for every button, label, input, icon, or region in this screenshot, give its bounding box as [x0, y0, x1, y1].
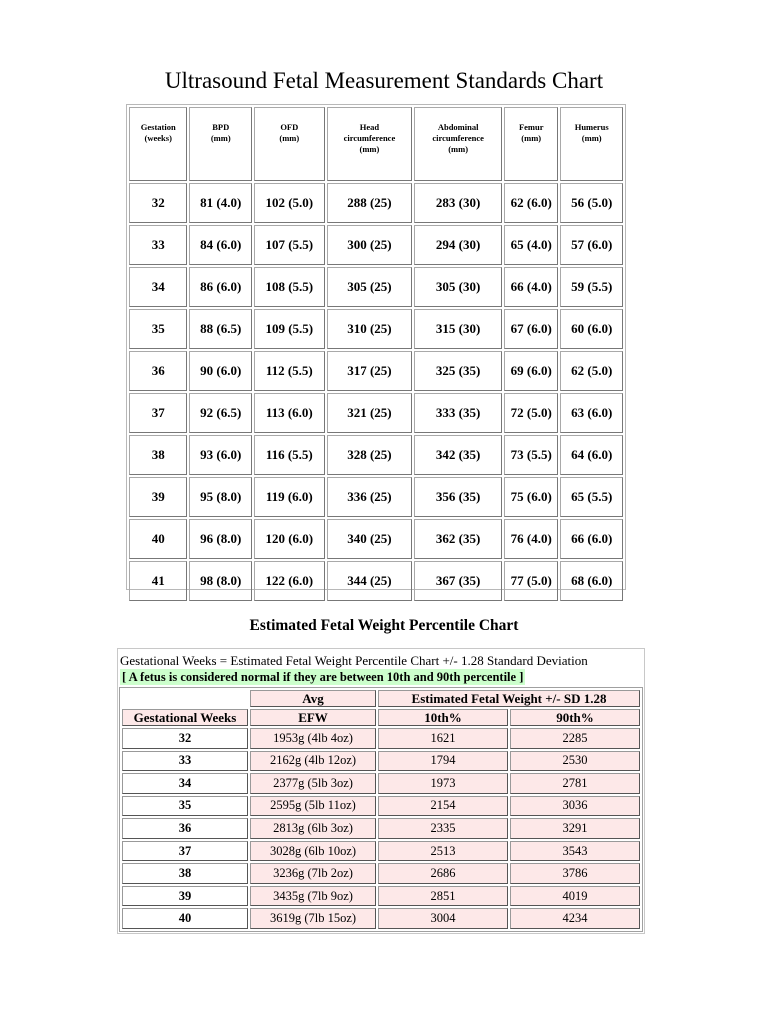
measurement-cell: 95 (8.0)	[189, 477, 252, 517]
column-header	[327, 107, 413, 181]
measurement-cell: 72 (5.0)	[504, 393, 558, 433]
measurement-cell: 66 (6.0)	[560, 519, 623, 559]
section-title: Estimated Fetal Weight Percentile Chart	[249, 617, 519, 634]
table-row	[129, 561, 623, 601]
efw-header: EFW	[250, 709, 376, 726]
measurement-cell: 328 (25)	[327, 435, 413, 475]
measurement-cell: 294 (30)	[414, 225, 502, 265]
gestation-week-cell: 41	[129, 561, 187, 601]
measurement-cell: 62 (5.0)	[560, 351, 623, 391]
measurement-cell: 88 (6.5)	[189, 309, 252, 349]
standard-deviation-note: Gestational Weeks = Estimated Fetal Weight Percentile Chart +/- 1.28 Standard Deviation	[120, 653, 588, 668]
efw-sd-header: Estimated Fetal Weight +/- SD 1.28	[378, 690, 640, 707]
measurement-cell: 73 (5.5)	[504, 435, 558, 475]
measurement-cell: 305 (25)	[327, 267, 413, 307]
measurement-cell: 81 (4.0)	[189, 183, 252, 223]
p90-cell: 3786	[510, 863, 640, 884]
column-header-line: Gestation	[140, 122, 176, 132]
measurement-cell: 342 (35)	[414, 435, 502, 475]
measurement-cell: 340 (25)	[327, 519, 413, 559]
measurement-cell: 93 (6.0)	[189, 435, 252, 475]
efw-cell: 3619g (7lb 15oz)	[250, 908, 376, 929]
page-title: Ultrasound Fetal Measurement Standards Chart	[164, 68, 604, 93]
efw-cell: 1953g (4lb 4oz)	[250, 728, 376, 749]
column-header	[560, 107, 623, 181]
column-header-line: Abdominal	[437, 122, 479, 132]
efw-cell: 2377g (5lb 3oz)	[250, 773, 376, 794]
measurement-cell: 108 (5.5)	[254, 267, 325, 307]
measurement-cell: 60 (6.0)	[560, 309, 623, 349]
table-row	[129, 267, 623, 307]
column-header	[254, 107, 325, 181]
measurement-cell: 305 (30)	[414, 267, 502, 307]
measurement-cell: 92 (6.5)	[189, 393, 252, 433]
gestation-week-cell: 38	[129, 435, 187, 475]
gestation-week-cell: 39	[129, 477, 187, 517]
p90-cell: 4234	[510, 908, 640, 929]
gestation-week-cell: 35	[122, 796, 248, 817]
measurement-cell: 336 (25)	[327, 477, 413, 517]
gestation-week-cell: 32	[122, 728, 248, 749]
efw-cell: 2162g (4lb 12oz)	[250, 751, 376, 772]
column-header-line: circumference	[432, 133, 484, 143]
gestation-week-cell: 35	[129, 309, 187, 349]
column-header-line: (mm)	[210, 133, 231, 143]
measurement-cell: 75 (6.0)	[504, 477, 558, 517]
table-row	[122, 908, 640, 929]
measurement-cell: 362 (35)	[414, 519, 502, 559]
table-row	[129, 351, 623, 391]
table-row	[122, 818, 640, 839]
measurement-cell: 288 (25)	[327, 183, 413, 223]
column-header-line: Head	[359, 122, 380, 132]
fetal-weight-table	[119, 687, 643, 932]
table-row	[122, 728, 640, 749]
p10-cell: 2335	[378, 818, 508, 839]
measurement-cell: 76 (4.0)	[504, 519, 558, 559]
p90-cell: 2285	[510, 728, 640, 749]
column-header-line: (weeks)	[144, 133, 172, 143]
measurement-cell: 65 (5.5)	[560, 477, 623, 517]
measurement-cell: 84 (6.0)	[189, 225, 252, 265]
p90-cell: 2530	[510, 751, 640, 772]
measurement-cell: 122 (6.0)	[254, 561, 325, 601]
p90-cell: 4019	[510, 886, 640, 907]
table-row	[122, 841, 640, 862]
measurement-cell: 57 (6.0)	[560, 225, 623, 265]
gestation-week-cell: 40	[122, 908, 248, 929]
table-row	[129, 519, 623, 559]
measurement-cell: 66 (4.0)	[504, 267, 558, 307]
table-row	[122, 863, 640, 884]
measurement-cell: 300 (25)	[327, 225, 413, 265]
p90-cell: 3291	[510, 818, 640, 839]
gestation-week-cell: 36	[129, 351, 187, 391]
table-row	[122, 796, 640, 817]
column-header-line: (mm)	[359, 144, 380, 154]
column-header-line: (mm)	[581, 133, 602, 143]
measurement-cell: 120 (6.0)	[254, 519, 325, 559]
p10-header: 10th%	[378, 709, 508, 726]
measurement-cell: 68 (6.0)	[560, 561, 623, 601]
column-header-line: (mm)	[521, 133, 542, 143]
column-header-line: Humerus	[574, 122, 609, 132]
p10-cell: 2513	[378, 841, 508, 862]
table-row	[129, 183, 623, 223]
column-header	[129, 107, 187, 181]
table-row	[122, 773, 640, 794]
measurement-cell: 98 (8.0)	[189, 561, 252, 601]
p90-cell: 2781	[510, 773, 640, 794]
table-row	[129, 435, 623, 475]
measurement-cell: 325 (35)	[414, 351, 502, 391]
table-row	[129, 393, 623, 433]
measurement-cell: 321 (25)	[327, 393, 413, 433]
p10-cell: 1794	[378, 751, 508, 772]
measurement-cell: 356 (35)	[414, 477, 502, 517]
efw-cell: 2595g (5lb 11oz)	[250, 796, 376, 817]
column-header	[189, 107, 252, 181]
measurement-cell: 65 (4.0)	[504, 225, 558, 265]
column-header	[414, 107, 502, 181]
column-header	[504, 107, 558, 181]
normal-range-highlight: [ A fetus is considered normal if they are between 10th and 90th percentile ]	[122, 670, 524, 684]
table-header-row	[129, 107, 623, 181]
gestation-week-cell: 33	[122, 751, 248, 772]
column-header-line: (mm)	[448, 144, 469, 154]
table-row	[129, 309, 623, 349]
p10-cell: 1973	[378, 773, 508, 794]
p10-cell: 2851	[378, 886, 508, 907]
measurement-cell: 56 (5.0)	[560, 183, 623, 223]
measurement-cell: 59 (5.5)	[560, 267, 623, 307]
efw-cell: 3236g (7lb 2oz)	[250, 863, 376, 884]
empty-header-cell	[122, 690, 248, 707]
measurement-cell: 77 (5.0)	[504, 561, 558, 601]
p10-cell: 2686	[378, 863, 508, 884]
measurement-cell: 63 (6.0)	[560, 393, 623, 433]
gestation-week-cell: 37	[122, 841, 248, 862]
efw-cell: 3435g (7lb 9oz)	[250, 886, 376, 907]
table-row	[122, 751, 640, 772]
measurement-cell: 90 (6.0)	[189, 351, 252, 391]
measurement-cell: 317 (25)	[327, 351, 413, 391]
fetal-measurement-table	[126, 104, 626, 590]
measurement-cell: 310 (25)	[327, 309, 413, 349]
gestation-week-cell: 38	[122, 863, 248, 884]
efw-cell: 2813g (6lb 3oz)	[250, 818, 376, 839]
measurement-cell: 64 (6.0)	[560, 435, 623, 475]
measurement-cell: 283 (30)	[414, 183, 502, 223]
table-row	[129, 225, 623, 265]
avg-header: Avg	[250, 690, 376, 707]
p10-cell: 1621	[378, 728, 508, 749]
table-row	[122, 886, 640, 907]
p90-cell: 3543	[510, 841, 640, 862]
gestation-week-cell: 39	[122, 886, 248, 907]
gestation-week-cell: 40	[129, 519, 187, 559]
measurement-cell: 86 (6.0)	[189, 267, 252, 307]
measurement-cell: 344 (25)	[327, 561, 413, 601]
column-header-line: BPD	[212, 122, 230, 132]
p10-cell: 2154	[378, 796, 508, 817]
measurement-cell: 333 (35)	[414, 393, 502, 433]
gestation-week-cell: 37	[129, 393, 187, 433]
p90-header: 90th%	[510, 709, 640, 726]
measurement-cell: 367 (35)	[414, 561, 502, 601]
measurement-cell: 315 (30)	[414, 309, 502, 349]
efw-cell: 3028g (6lb 10oz)	[250, 841, 376, 862]
table-header-row	[122, 709, 640, 726]
column-header-line: Femur	[518, 122, 544, 132]
measurement-cell: 113 (6.0)	[254, 393, 325, 433]
measurement-cell: 116 (5.5)	[254, 435, 325, 475]
measurement-cell: 102 (5.0)	[254, 183, 325, 223]
measurement-cell: 62 (6.0)	[504, 183, 558, 223]
p10-cell: 3004	[378, 908, 508, 929]
gestation-week-cell: 34	[122, 773, 248, 794]
measurement-cell: 67 (6.0)	[504, 309, 558, 349]
table-header-row	[122, 690, 640, 707]
table-row	[129, 477, 623, 517]
measurement-cell: 112 (5.5)	[254, 351, 325, 391]
fetal-weight-panel	[117, 648, 645, 934]
measurement-cell: 109 (5.5)	[254, 309, 325, 349]
weeks-header: Gestational Weeks	[122, 709, 248, 726]
gestation-week-cell: 32	[129, 183, 187, 223]
measurement-cell: 69 (6.0)	[504, 351, 558, 391]
measurement-cell: 96 (8.0)	[189, 519, 252, 559]
column-header-line: (mm)	[279, 133, 300, 143]
gestation-week-cell: 33	[129, 225, 187, 265]
gestation-week-cell: 36	[122, 818, 248, 839]
p90-cell: 3036	[510, 796, 640, 817]
column-header-line: circumference	[343, 133, 396, 143]
measurement-cell: 107 (5.5)	[254, 225, 325, 265]
gestation-week-cell: 34	[129, 267, 187, 307]
column-header-line: OFD	[280, 122, 299, 132]
measurement-cell: 119 (6.0)	[254, 477, 325, 517]
